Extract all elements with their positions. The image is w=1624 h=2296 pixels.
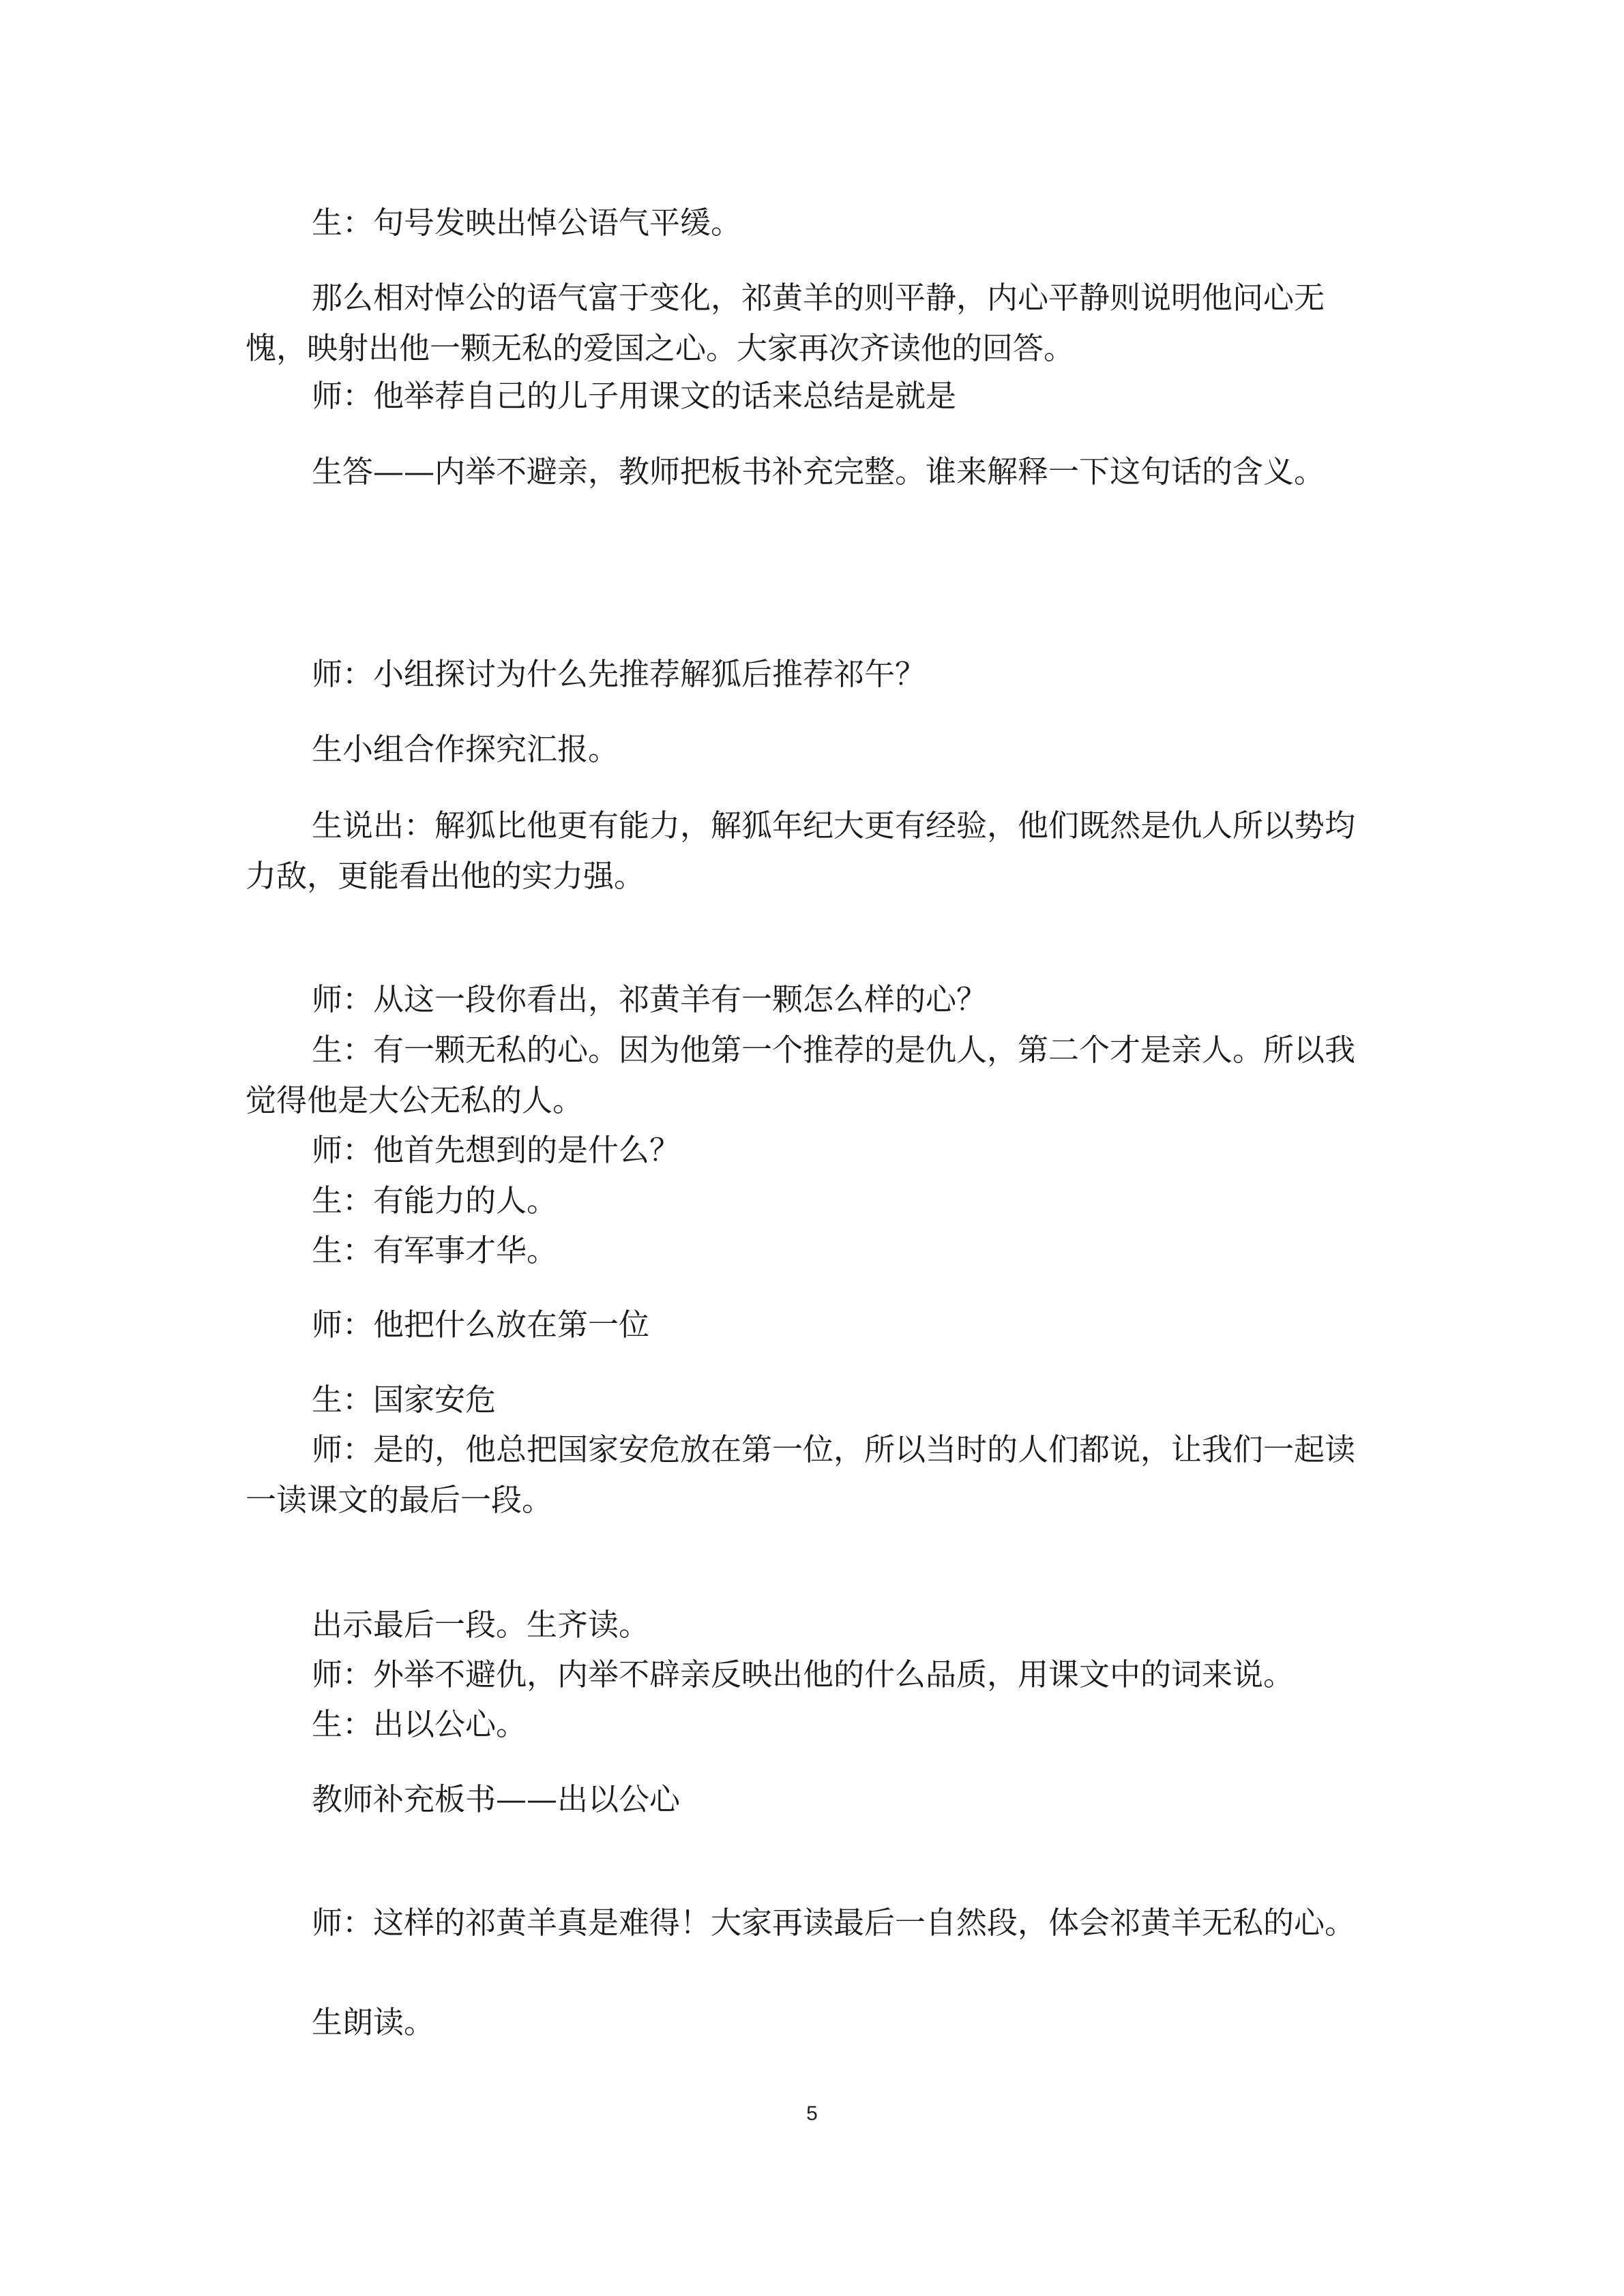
paragraph-17: 师：外举不避仇，内举不辟亲反映出他的什么品质，用课文中的词来说。 xyxy=(312,1656,1295,1693)
paragraph-15: 师：是的，他总把国家安危放在第一位，所以当时的人们都说，让我们一起读一读课文的最后一段。 xyxy=(246,1431,1356,1518)
paragraph-8: 师：从这一段你看出，祁黄羊有一颗怎么样的心？ xyxy=(312,981,988,1017)
paragraph-1: 生：句号发映出悼公语气平缓。 xyxy=(312,205,742,241)
paragraph-12: 生：有军事才华。 xyxy=(312,1232,558,1268)
paragraph-18: 生：出以公心。 xyxy=(312,1706,527,1742)
paragraph-11: 生：有能力的人。 xyxy=(312,1182,558,1219)
paragraph-19: 教师补充板书——出以公心 xyxy=(312,1781,681,1817)
paragraph-2: 那么相对悼公的语气富于变化，祁黄羊的则平静，内心平静则说明他问心无愧，映射出他一颗无私的爱国之心。大家再次齐读他的回答。 xyxy=(246,280,1325,366)
paragraph-4: 生答——内举不避亲，教师把板书补充完整。谁来解释一下这句话的含义。 xyxy=(312,453,1325,490)
paragraph-14: 生：国家安危 xyxy=(312,1382,497,1418)
paragraph-21: 生朗读。 xyxy=(312,2004,435,2040)
paragraph-7: 生说出：解狐比他更有能力，解狐年纪大更有经验，他们既然是仇人所以势均力敌，更能看出他的实力强。 xyxy=(246,807,1356,894)
paragraph-6: 生小组合作探究汇报。 xyxy=(312,731,619,767)
paragraph-10: 师：他首先想到的是什么？ xyxy=(312,1132,681,1168)
paragraph-5: 师：小组探讨为什么先推荐解狐后推荐祁午？ xyxy=(312,656,926,692)
paragraph-16: 出示最后一段。生齐读。 xyxy=(312,1607,650,1643)
paragraph-9: 生：有一颗无私的心。因为他第一个推荐的是仇人，第二个才是亲人。所以我觉得他是大公无私的人。 xyxy=(246,1032,1356,1118)
paragraph-13: 师：他把什么放在第一位 xyxy=(312,1307,650,1343)
page-number: 5 xyxy=(806,2102,818,2125)
paragraph-20: 师：这样的祁黄羊真是难得！大家再读最后一自然段，体会祁黄羊无私的心。 xyxy=(312,1905,1356,1941)
paragraph-3: 师：他举荐自己的儿子用课文的话来总结是就是 xyxy=(312,378,957,414)
